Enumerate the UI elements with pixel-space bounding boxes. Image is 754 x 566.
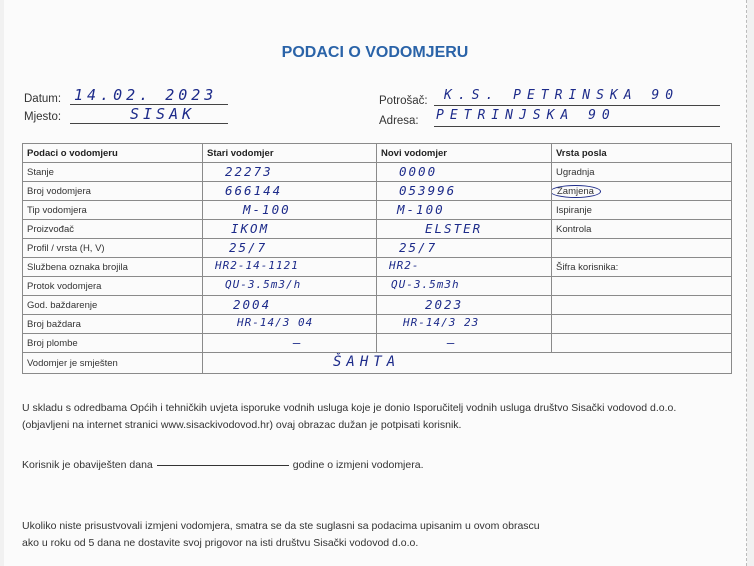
row-label: Broj baždara	[23, 315, 203, 334]
table-row	[23, 201, 732, 220]
adresa-value: PETRINJSKA 90	[436, 108, 616, 123]
col-header-novi: Novi vodomjer	[377, 144, 552, 163]
work-type	[552, 296, 732, 315]
mjesto-label: Mjesto:	[24, 111, 62, 123]
new-value-cell	[377, 163, 552, 182]
row-label: God. baždarenje	[23, 296, 203, 315]
notice-date-blank[interactable]	[157, 465, 289, 466]
terms-line-1: U skladu s odredbama Općih i tehničkih uvjeta isporuke vodnih usluga koje je donio Isporučitelj vodnih usluga društvo Sisački vodovod d.o.o.	[22, 402, 677, 414]
new-value: QU-3.5m3h	[391, 278, 460, 291]
old-value: M-100	[243, 202, 291, 217]
work-type-cell	[552, 182, 732, 201]
old-value-cell	[203, 163, 377, 182]
new-value-cell	[377, 201, 552, 220]
new-value-cell	[377, 315, 552, 334]
table-row	[23, 315, 732, 334]
terms-line-2: (objavljeni na internet stranici www.sisackivodovod.hr) ovaj obrazac dužan je potpisati korisnik.	[22, 419, 462, 431]
old-value: 25/7	[229, 240, 268, 255]
col-header-podaci: Podaci o vodomjeru	[23, 144, 203, 163]
table-row	[23, 163, 732, 182]
notice-text-after: godine o izmjeni vodomjera.	[292, 459, 424, 471]
work-type	[552, 277, 732, 296]
new-value: 25/7	[399, 240, 438, 255]
work-type	[552, 315, 732, 334]
old-value-cell	[203, 258, 377, 277]
old-value: HR2-14-1121	[215, 259, 299, 272]
row-label: Broj vodomjera	[23, 182, 203, 201]
table-row	[23, 239, 732, 258]
new-value-cell	[377, 182, 552, 201]
table-row	[23, 296, 732, 315]
new-value: M-100	[397, 202, 445, 217]
table-row	[23, 277, 732, 296]
new-value-cell	[377, 334, 552, 353]
new-value-cell	[377, 258, 552, 277]
datum-value: 14.02. 2023	[74, 86, 218, 104]
row-label: Stanje	[23, 163, 203, 182]
adresa-label: Adresa:	[379, 115, 419, 127]
form-title: PODACI O VODOMJERU	[281, 44, 469, 61]
old-value: IKOM	[231, 221, 270, 236]
objection-line-2: ako u roku od 5 dana ne dostavite svoj prigovor na isti društvu Sisački vodovod d.o.o.	[22, 537, 419, 549]
new-value: HR2-	[389, 259, 420, 272]
new-value: 2023	[425, 297, 464, 312]
objection-line-1: Ukoliko niste prisustvovali izmjeni vodomjera, smatra se da ste suglasni sa podacima upisanim u ovom obrascu	[22, 520, 540, 532]
col-header-stari: Stari vodomjer	[203, 144, 377, 163]
mjesto-underline	[70, 123, 228, 124]
table-row	[23, 258, 732, 277]
datum-label: Datum:	[24, 93, 62, 105]
notice-line	[22, 457, 424, 474]
work-type: Ugradnja	[552, 163, 732, 182]
table-row	[23, 353, 732, 374]
old-value: 2004	[233, 297, 272, 312]
new-value: —	[447, 335, 457, 350]
work-type: Ispiranje	[552, 201, 732, 220]
old-value: QU-3.5m3/h	[225, 278, 302, 291]
old-value-cell	[203, 315, 377, 334]
row-label: Tip vodomjera	[23, 201, 203, 220]
work-type	[552, 334, 732, 353]
new-value-cell	[377, 296, 552, 315]
table-row	[23, 334, 732, 353]
old-value-cell	[203, 296, 377, 315]
row-label: Broj plombe	[23, 334, 203, 353]
table-row	[23, 182, 732, 201]
row-label: Službena oznaka brojila	[23, 258, 203, 277]
row-label: Vodomjer je smješten	[23, 353, 203, 374]
old-value-cell	[203, 277, 377, 296]
col-header-vrsta: Vrsta posla	[552, 144, 732, 163]
old-value: HR-14/3 04	[237, 316, 314, 329]
form-sheet	[4, 0, 747, 566]
new-value: 053996	[399, 183, 457, 198]
row-label: Profil / vrsta (H, V)	[23, 239, 203, 258]
potrosac-underline	[434, 105, 720, 106]
mjesto-value: SISAK	[130, 105, 196, 123]
adresa-underline	[434, 126, 720, 127]
location-value: ŠAHTA	[333, 354, 401, 370]
table-header-row	[23, 144, 732, 163]
row-label: Proizvođač	[23, 220, 203, 239]
potrosac-value: K.S. PETRINSKA 90	[444, 88, 680, 103]
location-value-cell	[203, 353, 732, 374]
terms-paragraph	[22, 400, 676, 434]
new-value-cell	[377, 277, 552, 296]
old-value-cell	[203, 220, 377, 239]
old-value-cell	[203, 239, 377, 258]
work-type: Kontrola	[552, 220, 732, 239]
meter-table	[22, 143, 732, 374]
notice-text-before: Korisnik je obaviješten dana	[22, 459, 153, 471]
old-value-cell	[203, 182, 377, 201]
circled-work-type: Zamjena	[552, 185, 601, 198]
new-value: ELSTER	[425, 221, 483, 236]
old-value: 22273	[225, 164, 273, 179]
new-value: HR-14/3 23	[403, 316, 480, 329]
old-value-cell	[203, 201, 377, 220]
row-label: Protok vodomjera	[23, 277, 203, 296]
new-value-cell	[377, 239, 552, 258]
work-type	[552, 239, 732, 258]
old-value: —	[293, 335, 303, 350]
new-value-cell	[377, 220, 552, 239]
old-value: 666144	[225, 183, 283, 198]
objection-paragraph	[22, 518, 540, 552]
new-value: 0000	[399, 164, 438, 179]
potrosac-label: Potrošač:	[379, 95, 428, 107]
table-row	[23, 220, 732, 239]
old-value-cell	[203, 334, 377, 353]
sifra-korisnika-label: Šifra korisnika:	[552, 258, 732, 277]
